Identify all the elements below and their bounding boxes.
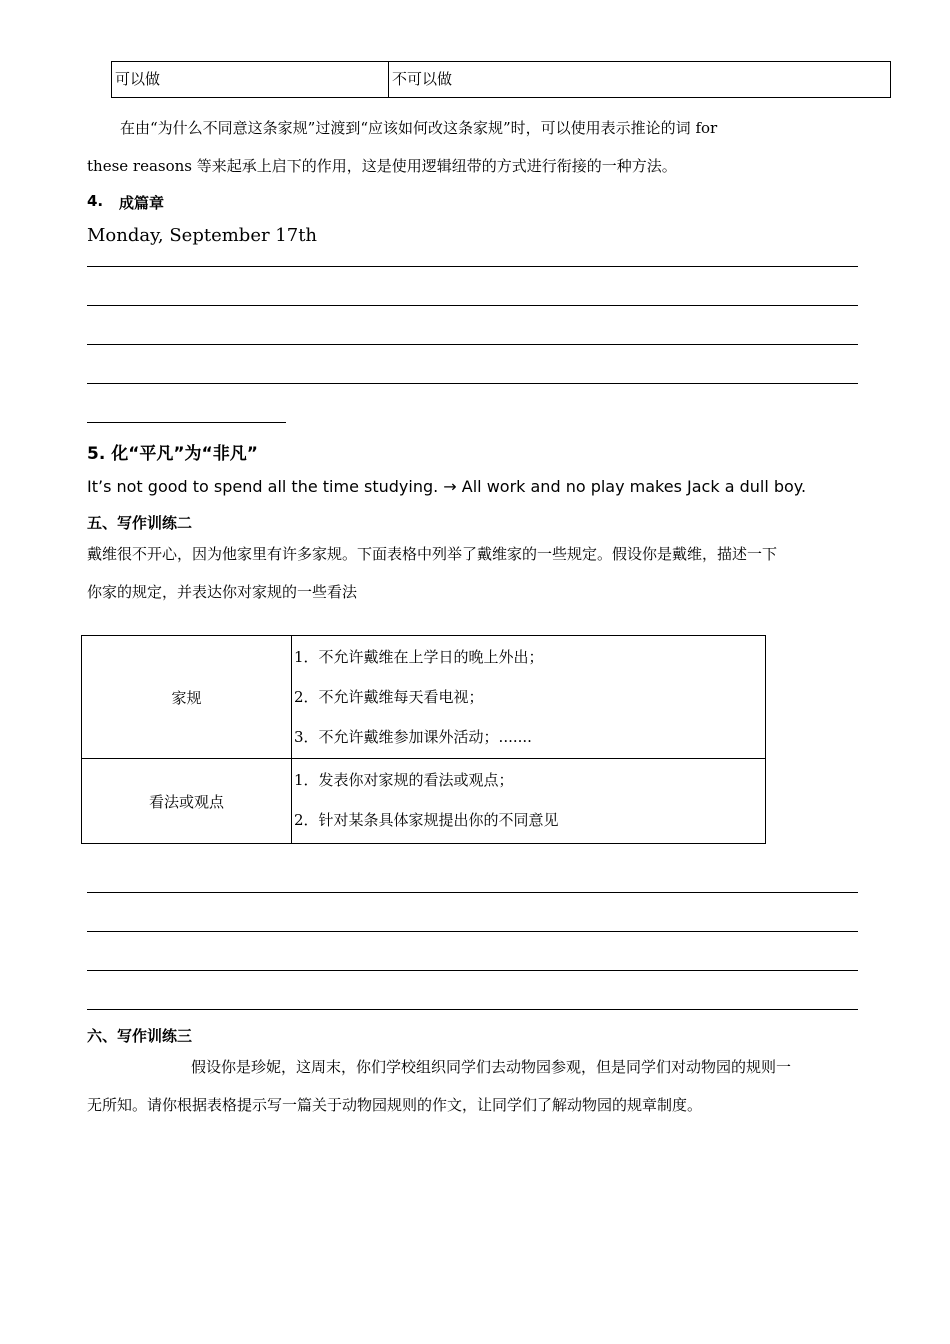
top-table (111, 61, 891, 98)
answer-line (87, 1009, 858, 1010)
opinion-label: 看法或观点 (82, 759, 292, 844)
training2-title: 五、写作训练二 (87, 514, 193, 532)
house-rule-item: 1．不允许戴维在上学日的晚上外出； (294, 648, 544, 666)
answer-line (87, 970, 858, 971)
training3-line-1: 假设你是珍妮，这周末，你们学校组织同学们去动物园参观，但是同学们对动物园的规则一 (191, 1058, 792, 1076)
answer-line (87, 892, 858, 893)
training2-intro-line-2: 你家的规定，并表达你对家规的一些看法 (87, 583, 358, 601)
opinion-item: 2．针对某条具体家规提出你的不同意见 (294, 811, 559, 829)
answer-line (87, 344, 858, 345)
training2-intro-line-1: 戴维很不开心，因为他家里有许多家规。下面表格中列举了戴维家的一些规定。假设你是戴维，描述一下 (87, 545, 778, 563)
house-rules-items (292, 636, 766, 759)
training3-title: 六、写作训练三 (87, 1027, 193, 1045)
answer-line (87, 266, 858, 267)
opinion-items (292, 759, 766, 844)
section4-number: 4. (87, 192, 104, 210)
training3-line-2: 无所知。请你根据表格提示写一篇关于动物园规则的作文，让同学们了解动物园的规章制度。 (87, 1096, 703, 1114)
top-table-cell-can-do: 可以做 (112, 62, 389, 98)
answer-line (87, 305, 858, 306)
transition-line-2: these reasons 等来起承上启下的作用，这是使用逻辑纽带的方式进行衔接的一种方法。 (87, 157, 677, 175)
section4-date: Monday, September 17th (87, 225, 318, 246)
transition-line-1: 在由“为什么不同意这条家规”过渡到“应该如何改这条家规”时，可以使用表示推论的词 for (120, 119, 718, 137)
answer-line (87, 383, 858, 384)
house-rule-item: 3．不允许戴维参加课外活动；....... (294, 728, 532, 746)
section5-title: 5. 化“平凡”为“非凡” (87, 444, 258, 464)
opinion-item: 1．发表你对家规的看法或观点； (294, 771, 514, 789)
house-rule-item: 2．不允许戴维每天看电视； (294, 688, 484, 706)
house-rules-label: 家规 (82, 636, 292, 759)
section5-example: It’s not good to spend all the time studying. → All work and no play makes Jack a dull boy. (87, 477, 807, 496)
answer-line (87, 931, 858, 932)
top-table-cell-cannot-do: 不可以做 (389, 62, 891, 98)
house-rules-table (81, 635, 766, 844)
section4-title: 成篇章 (119, 194, 165, 212)
answer-line-short (87, 422, 286, 423)
